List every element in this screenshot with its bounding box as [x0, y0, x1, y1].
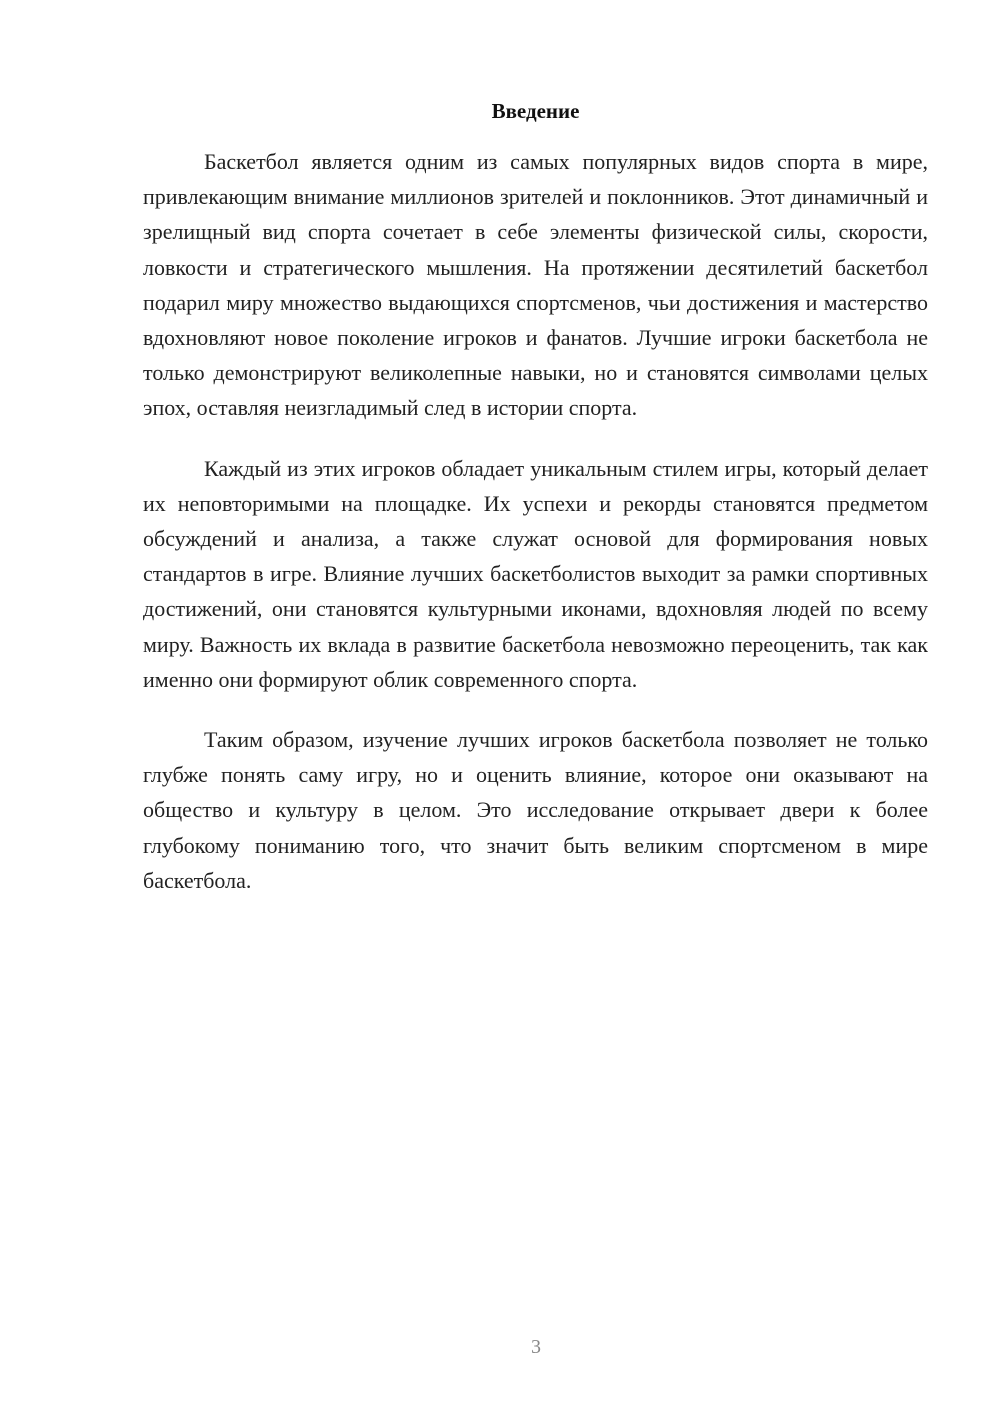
section-heading: Введение: [491, 99, 580, 123]
paragraph-1: Баскетбол является одним из самых популярных видов спорта в мире, привлекающим внимание миллионов зрителей и поклонников. Этот динамичный и зрелищный вид спорта сочетает в себе элементы физической силы, скорости, ловкости и стратегического мышления. На протяжении десятилетий баскетбол подарил миру множество выдающихся спортсменов, чьи достижения и мастерство вдохновляют новое поколение игроков и фанатов. Лучшие игроки баскетбола не только демонстрируют великолепные навыки, но и становятся символами целых эпох, оставляя неизгладимый след в истории спорта.: [143, 149, 928, 421]
page-number: 3: [531, 1336, 541, 1358]
body-text: [143, 144, 928, 923]
paragraph-2: Каждый из этих игроков обладает уникальным стилем игры, который делает их неповторимыми на площадке. Их успехи и рекорды становятся предметом обсуждений и анализа, а также служат основой для формирования новых стандартов в игре. Влияние лучших баскетболистов выходит за рамки спортивных достижений, они становятся культурными иконами, вдохновляя людей по всему миру. Важность их вклада в развитие баскетбола невозможно переоценить, так как именно они формируют облик современного спорта.: [143, 455, 928, 692]
paragraph-3: Таким образом, изучение лучших игроков баскетбола позволяет не только глубже понять саму игру, но и оценить влияние, которое они оказывают на общество и культуру в целом. Это исследование открывает двери к более глубокому пониманию того, что значит быть великим спортсменом в мире баскетбола.: [143, 727, 928, 893]
